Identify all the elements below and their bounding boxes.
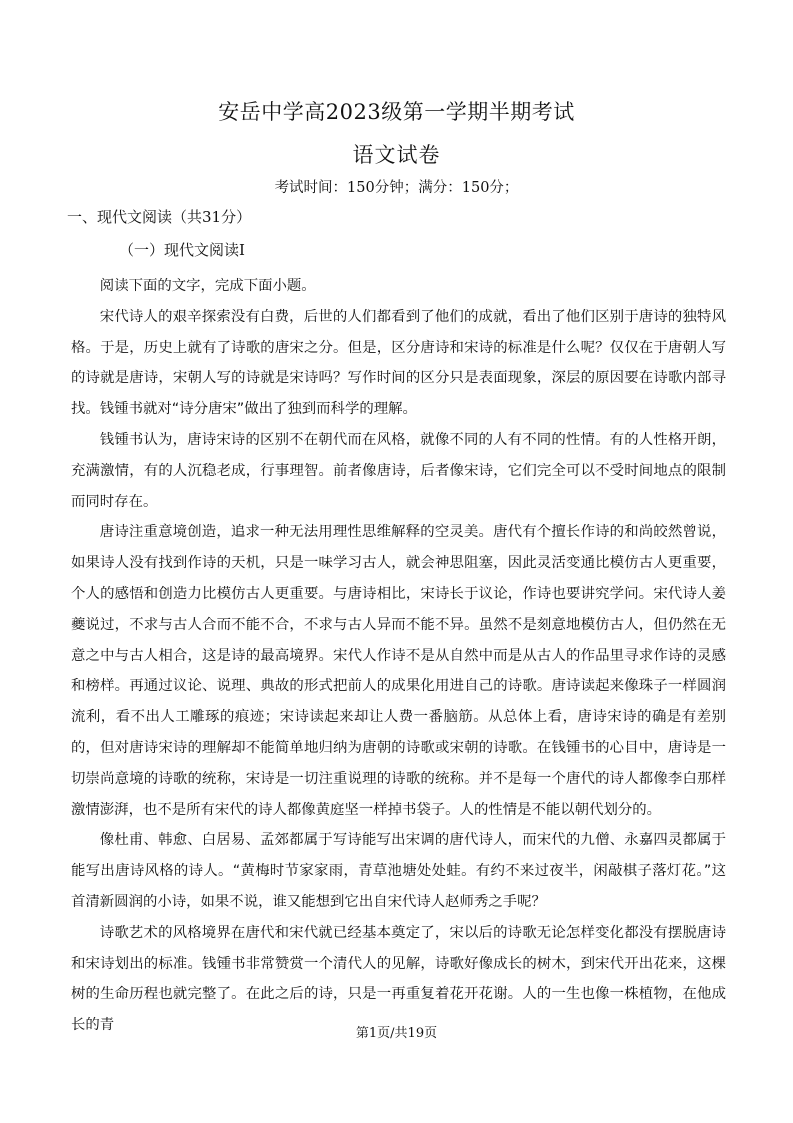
page-number: 第1页/共19页 [355,1026,438,1041]
paragraph: 钱锺书认为，唐诗宋诗的区别不在朝代而在风格，就像不同的人有不同的性情。有的人性格开朗，充满激情，有的人沉稳老成，行事理智。前者像唐诗，后者像宋诗，它们完全可以不受时间地点的限制而同时存在。 [71,431,726,510]
section-subheading: （一）现代文阅读I [119,241,245,259]
reading-passage [71,271,726,1041]
paragraph: 像杜甫、韩愈、白居易、孟郊都属于写诗能写出宋调的唐代诗人，而宋代的九僧、永嘉四灵都属于能写出唐诗风格的诗人。“黄梅时节家家雨，青草池塘处处蛙。有约不来过夜半，闲敲棋子落灯花。”这首清新圆润的小诗，如果不说，谁又能想到它出自宋代诗人赵师秀之手呢？ [71,832,726,910]
section-heading: 一、现代文阅读（共31分） [67,208,252,226]
paragraph-instruction: 阅读下面的文字，完成下面小题。 [99,278,316,294]
exam-subtitle: 语文试卷 [352,143,441,167]
paragraph: 宋代诗人的艰辛探索没有白费，后世的人们都看到了他们的成就，看出了他们区别于唐诗的独特风格。于是，历史上就有了诗歌的唐宋之分。但是，区分唐诗和宋诗的标准是什么呢？仅仅在于唐朝人写的诗就是唐诗，宋朝人写的诗就是宋诗吗？写作时间的区分只是表面现象，深层的原因要在诗歌内部寻找。钱锺书就对“诗分唐宋”做出了独到而科学的理解。 [71,308,726,418]
exam-title: 安岳中学高2023级第一学期半期考试 [218,100,575,124]
exam-meta: 考试时间：150分钟；满分：150分； [274,180,519,196]
paragraph: 唐诗注重意境创造，追求一种无法用理性思维解释的空灵美。唐代有个擅长作诗的和尚皎然曾说，如果诗人没有找到作诗的天机，只是一味学习古人，就会神思阻塞，因此灵活变通比模仿古人更重要，个人的感悟和创造力比模仿古人更重要。与唐诗相比，宋诗长于议论，作诗也要讲究学问。宋代诗人姜夔说过，不求与古人合而不能不合，不求与古人异而不能不异。虽然不是刻意地模仿古人，但仍然在无意之中与古人相合，这是诗的最高境界。宋代人作诗不是从自然中而是从古人的作品里寻求作诗的灵感和榜样。再通过议论、说理、典故的形式把前人的成果化用进自己的诗歌。唐诗读起来像珠子一样圆润流利，看不出人工雕琢的痕迹；宋诗读起来却让人费一番脑筋。从总体上看，唐诗宋诗的确是有差别的，但对唐诗宋诗的理解却不能简单地归纳为唐朝的诗歌或宋朝的诗歌。在钱锺书的心目中，唐诗是一切崇尚意境的诗歌的统称，宋诗是一切注重说理的诗歌的统称。并不是每一个唐代的诗人都像李白那样激情澎湃，也不是所有宋代的诗人都像黄庭坚一样掉书袋子。人的性情是不能以朝代划分的。 [71,524,726,818]
paragraph: 诗歌艺术的风格境界在唐代和宋代就已经基本奠定了，宋以后的诗歌无论怎样变化都没有摆脱唐诗和宋诗划出的标准。钱锺书非常赞赏一个清代人的见解，诗歌好像成长的树木，到宋代开出花来，这棵树的生命历程也就完整了。在此之后的诗，只是一再重复着花开花谢。人的一生也像一株植物，在他成长的青 [71,924,726,1034]
